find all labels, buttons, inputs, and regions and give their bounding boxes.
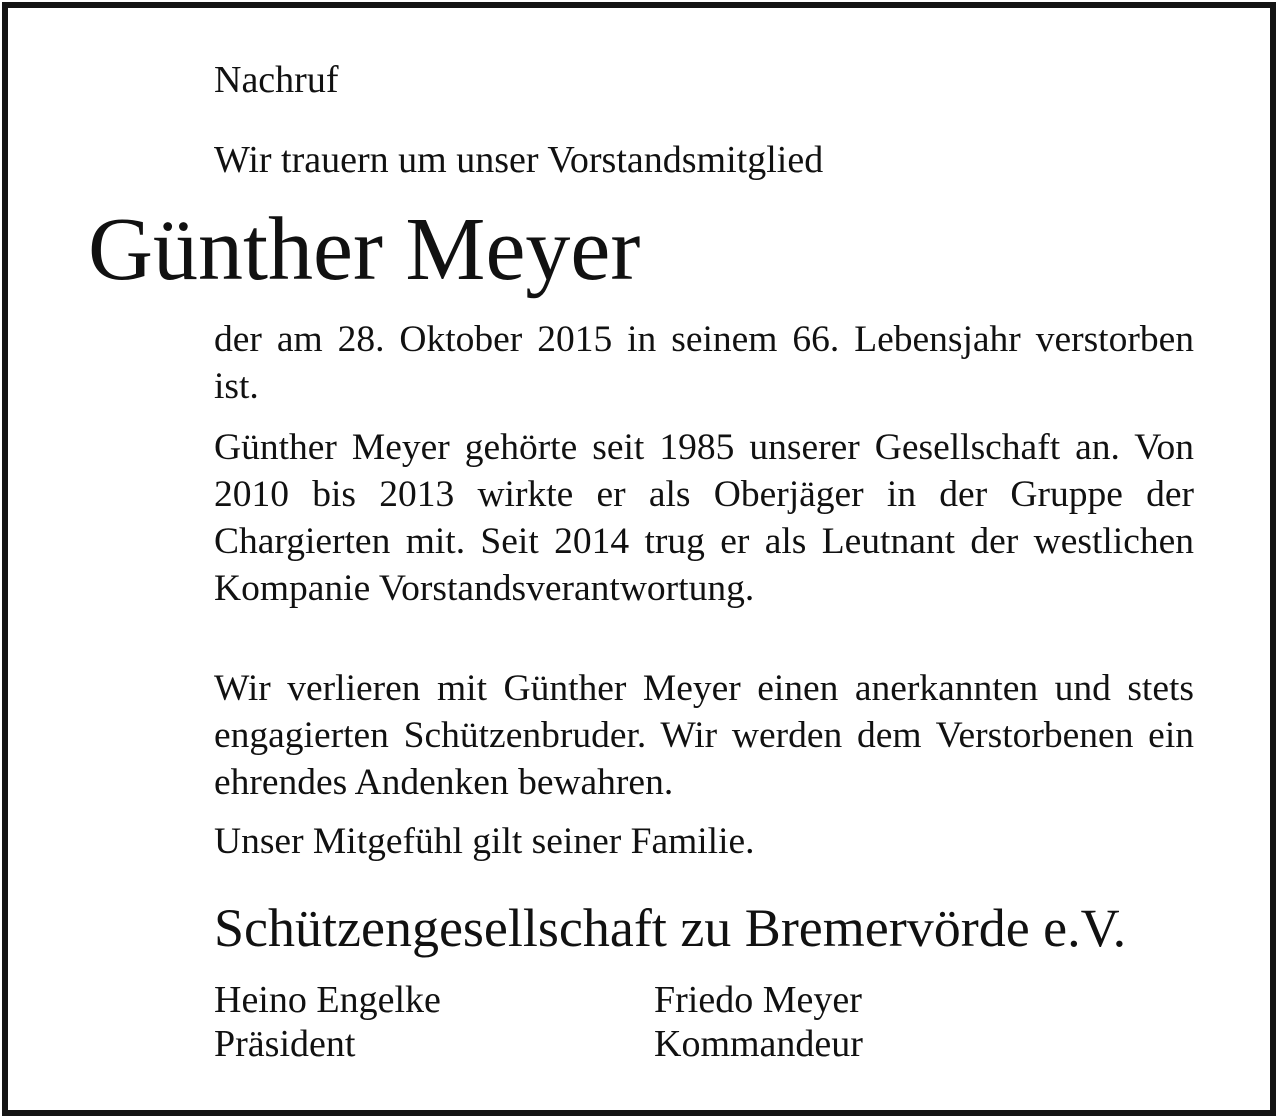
obituary-frame bbox=[2, 2, 1276, 1116]
death-date-paragraph: der am 28. Oktober 2015 in seinem 66. Lebensjahr verstorben ist. bbox=[214, 319, 1194, 407]
signatory-name-2: Friedo Meyer bbox=[654, 979, 862, 1021]
signatory-role-2: Kommandeur bbox=[654, 1023, 863, 1065]
deceased-name: Günther Meyer bbox=[88, 200, 641, 299]
tribute-paragraph: Wir verlieren mit Günther Meyer einen anerkannten und stets engagierten Schützenbruder. Wir werden dem Verstorbenen ein ehrendes Andenken bewahren. bbox=[214, 668, 1194, 803]
signatory-role-1: Präsident bbox=[214, 1023, 356, 1065]
membership-paragraph: Günther Meyer gehörte seit 1985 unserer Gesellschaft an. Von 2010 bis 2013 wirkte er als Oberjäger in der Gruppe der Chargierten mit. Seit 2014 trug er als Leutnant der westlichen Kompanie Vorstandsverantwortung. bbox=[214, 427, 1194, 609]
notice-heading: Nachruf bbox=[214, 59, 339, 101]
intro-line: Wir trauern um unser Vorstandsmitglied bbox=[214, 139, 824, 181]
organization-name: Schützengesellschaft zu Bremervörde e.V. bbox=[214, 898, 1127, 958]
condolence-paragraph: Unser Mitgefühl gilt seiner Familie. bbox=[214, 821, 755, 862]
signatory-name-1: Heino Engelke bbox=[214, 979, 441, 1021]
